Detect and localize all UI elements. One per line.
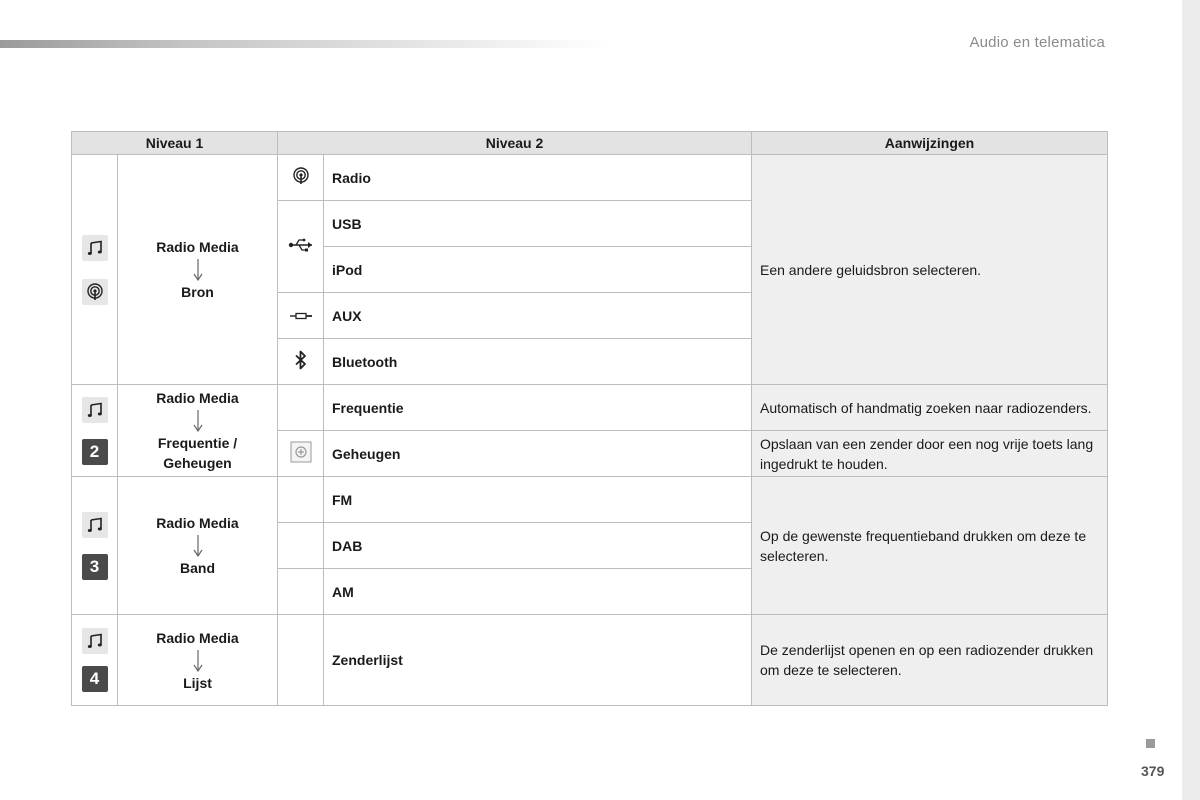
table-row [72, 615, 1108, 706]
arrow-down-icon [193, 259, 203, 281]
level2-label: AUX [324, 293, 752, 339]
page-number: 379 [1141, 763, 1165, 779]
level1-path-cell [118, 385, 278, 477]
level2-icon-cell [278, 201, 324, 293]
level2-label: Zenderlijst [324, 615, 752, 706]
level1-icons-cell [72, 477, 118, 615]
aux-jack-icon [288, 311, 314, 321]
step-badge: 4 [82, 666, 108, 692]
level2-icon-cell [278, 477, 324, 523]
level1-bottom-label: Bron [181, 284, 214, 300]
level1-top-label: Radio Media [156, 629, 239, 646]
radio-source-icon [82, 279, 108, 305]
level1-path-cell [118, 155, 278, 385]
section-title: Audio en telematica [969, 34, 1105, 51]
step-badge: 3 [82, 554, 108, 580]
level2-icon-cell [278, 431, 324, 477]
arrow-down-icon [193, 535, 203, 557]
level1-icons-cell [72, 615, 118, 706]
level2-label: iPod [324, 247, 752, 293]
level2-label: Radio [324, 155, 752, 201]
hint-cell: Opslaan van een zender door een nog vrije toets lang ingedrukt te houden. [752, 431, 1108, 477]
level1-bottom-label-line2: Geheugen [163, 455, 232, 471]
level2-label: DAB [324, 523, 752, 569]
table-row [72, 477, 1108, 523]
add-preset-icon [290, 441, 312, 463]
page-edge-bar [1182, 0, 1200, 800]
hint-cell: Een andere geluidsbron selecteren. [752, 155, 1108, 385]
column-header-niveau-1: Niveau 1 [72, 132, 278, 155]
level2-icon-cell [278, 385, 324, 431]
level1-top-label: Radio Media [156, 515, 239, 531]
level2-label: Bluetooth [324, 339, 752, 385]
level2-icon-cell [278, 523, 324, 569]
table-header-row [72, 132, 1108, 155]
level2-icon-cell [278, 293, 324, 339]
hint-cell: De zenderlijst openen en op een radiozender drukken om deze te selecteren. [752, 615, 1108, 706]
table-row [72, 155, 1108, 201]
level1-icons-cell [72, 155, 118, 385]
level1-bottom-label: Band [180, 560, 215, 576]
column-header-niveau-2: Niveau 2 [278, 132, 752, 155]
music-note-icon [82, 512, 108, 538]
radio-source-icon [292, 167, 310, 185]
music-note-icon [82, 628, 108, 654]
level1-top-label: Radio Media [156, 390, 239, 406]
level1-path-cell [118, 615, 278, 706]
music-note-icon [82, 235, 108, 261]
arrow-down-icon [193, 410, 203, 432]
bluetooth-icon [294, 350, 308, 370]
hint-cell: Automatisch of handmatig zoeken naar radiozenders. [752, 385, 1108, 431]
level2-label: FM [324, 477, 752, 523]
music-note-icon [82, 397, 108, 423]
level2-icon-cell [278, 339, 324, 385]
table-row [72, 385, 1108, 431]
level1-top-label: Radio Media [156, 239, 239, 255]
level2-label: Geheugen [324, 431, 752, 477]
arrow-down-icon [193, 650, 203, 672]
level2-icon-cell [278, 615, 324, 706]
level1-icons-cell [72, 385, 118, 477]
header-decoration-bar [0, 40, 610, 48]
level1-path-cell [118, 477, 278, 615]
level2-icon-cell [278, 155, 324, 201]
level2-label: USB [324, 201, 752, 247]
level1-bottom-label: Lijst [183, 674, 212, 691]
level2-label: Frequentie [324, 385, 752, 431]
level2-icon-cell [278, 569, 324, 615]
level1-bottom-label-line1: Frequentie / [157, 435, 238, 451]
usb-icon [288, 238, 314, 252]
step-badge: 2 [82, 439, 108, 465]
navigation-table [71, 131, 1108, 706]
column-header-aanwijzingen: Aanwijzingen [752, 132, 1108, 155]
hint-cell: Op de gewenste frequentieband drukken om deze te selecteren. [752, 477, 1108, 615]
level2-label: AM [324, 569, 752, 615]
page-marker [1146, 739, 1155, 748]
